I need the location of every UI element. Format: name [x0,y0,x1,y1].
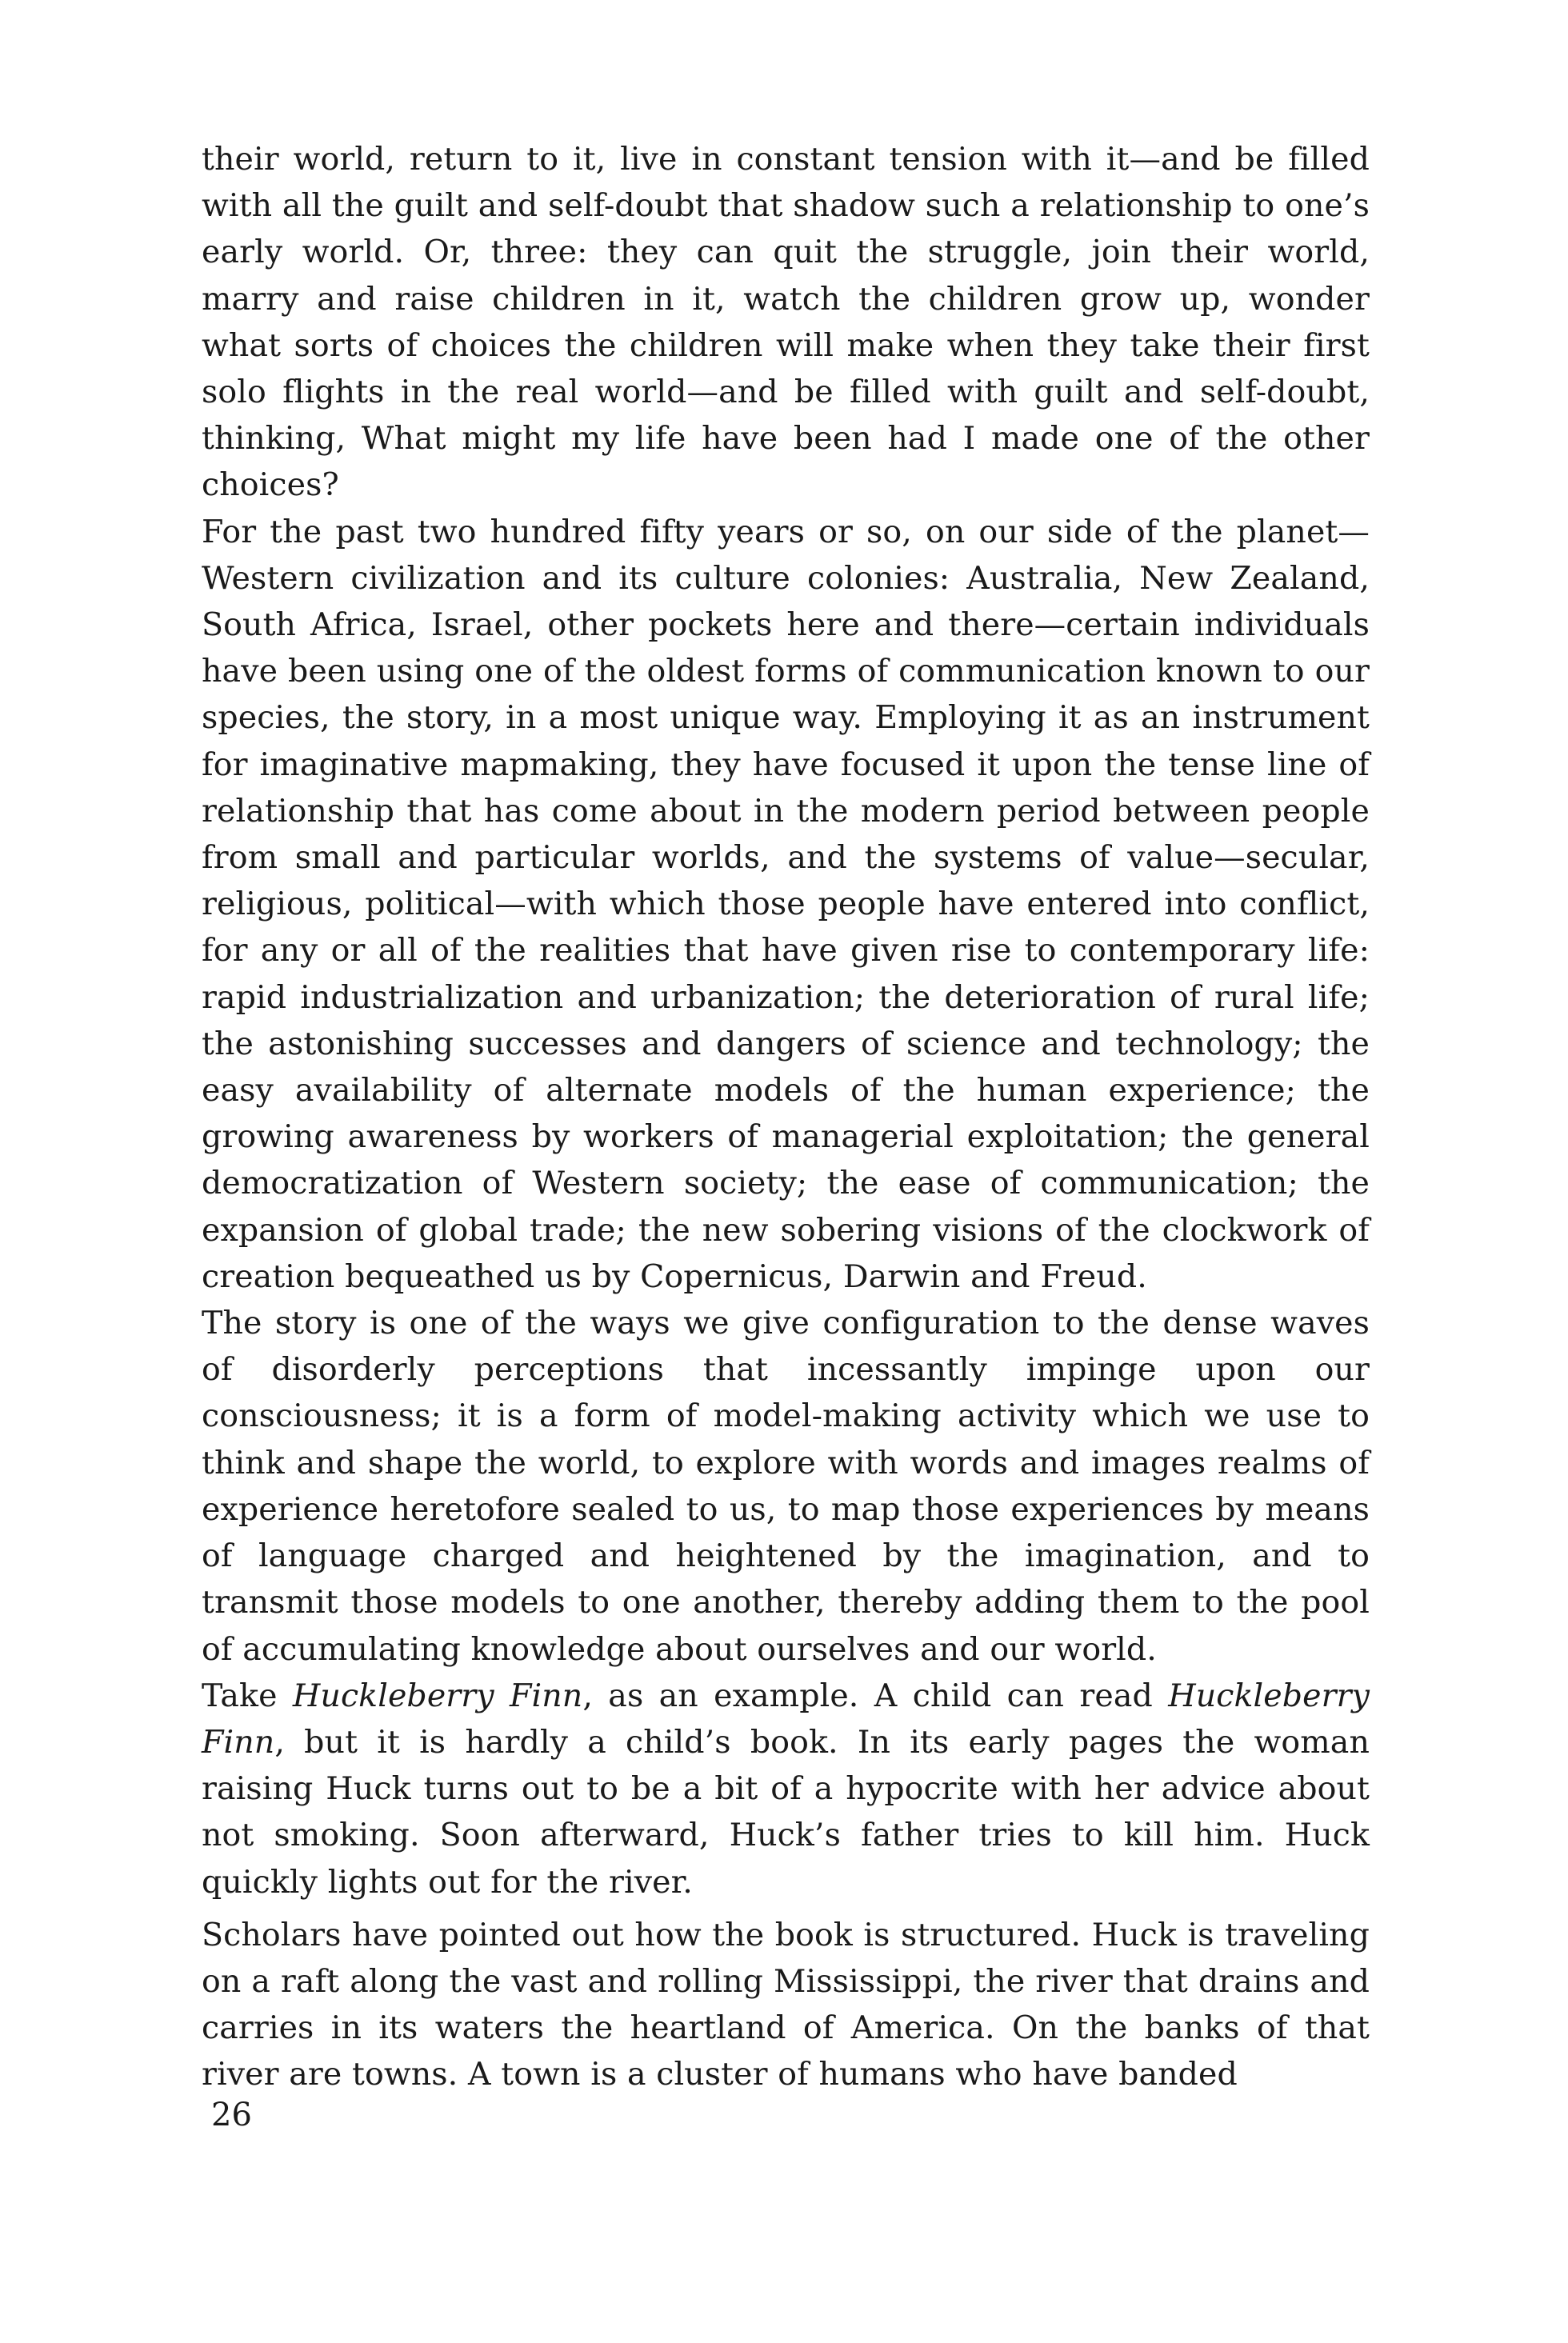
paragraph-5 [202,1912,1370,2098]
paragraph-2-text: For the past two hundred fifty years or so, on our side of the planet—Western civilization and its culture colonies: Australia, New Zealand, South Africa, Israel, other pockets here and there—certain individuals have been using one of the oldest forms of communication known to our species, the story, in a most unique way. Employing it as an instrument for imaginative mapmaking, they have focused it upon the tense line of relationship that has come about in the modern period between people from small and particular worlds, and the systems of value—secular, religious, political—with which those people have entered into conflict, for any or all of the realities that have given rise to contemporary life: rapid industrialization and urbanization; the deterioration of rural life; the astonishing successes and dangers of science and technology; the easy availability of alternate models of the human experience; the growing awareness by workers of managerial exploitation; the general democratization of Western society; the ease of communication; the expansion of global trade; the new sobering visions of the clockwork of creation bequeathed us by Copernicus, Darwin and Freud. [202,513,1370,1295]
paragraph-4 [202,1673,1370,1905]
paragraph-1 [202,136,1370,509]
paragraph-3 [202,1300,1370,1673]
paragraph-3-text: The story is one of the ways we give configuration to the dense waves of disorderly perceptions that incessantly impinge upon our consciousness; it is a form of model-making activity which we use to think and shape the world, to explore with words and images realms of experience heretofore sealed to us, to map those experiences by means of language charged and heightened by the imagination, and to transmit those models to one another, thereby adding them to the pool of accumulating knowledge about ourselves and our world. [202,1305,1370,1668]
paragraph-2 [202,509,1370,1300]
page-number: 26 [211,2097,252,2133]
book-title-huckleberry-finn-2: Huckleberry Finn [202,1677,1370,1761]
paragraph-4-text-a: Take [202,1677,293,1714]
paragraph-4-text-c: , but it is hardly a child’s book. In its early pages the woman raising Huck turns out to be a bit of a hypocrite with her advice about not smoking. Soon afterward, Huck’s father tries to kill him. Huck quickly lights out for the river. [202,1723,1370,1901]
book-title-huckleberry-finn: Huckleberry Finn [292,1677,583,1714]
paragraph-4-text-b: , as an example. A child can read [582,1677,1169,1714]
paragraph-1-text: their world, return to it, live in constant tension with it—and be filled with all the guilt and self-doubt that shadow such a relationship to one’s early world. Or, three: they can quit the struggle, join their world, marry and raise children in it, watch the children grow up, wonder what sorts of choices the children will make when they take their first solo flights in the real world—and be filled with guilt and self-doubt, thinking, What might my life have been had I made one of the other choices? [202,141,1370,504]
paragraph-5-text: Scholars have pointed out how the book is structured. Huck is traveling on a raft along the vast and rolling Mississippi, the river that drains and carries in its waters the heartland of America. On the banks of that river are towns. A town is a cluster of humans who have banded [202,1916,1370,2093]
body-text [202,136,1370,2098]
